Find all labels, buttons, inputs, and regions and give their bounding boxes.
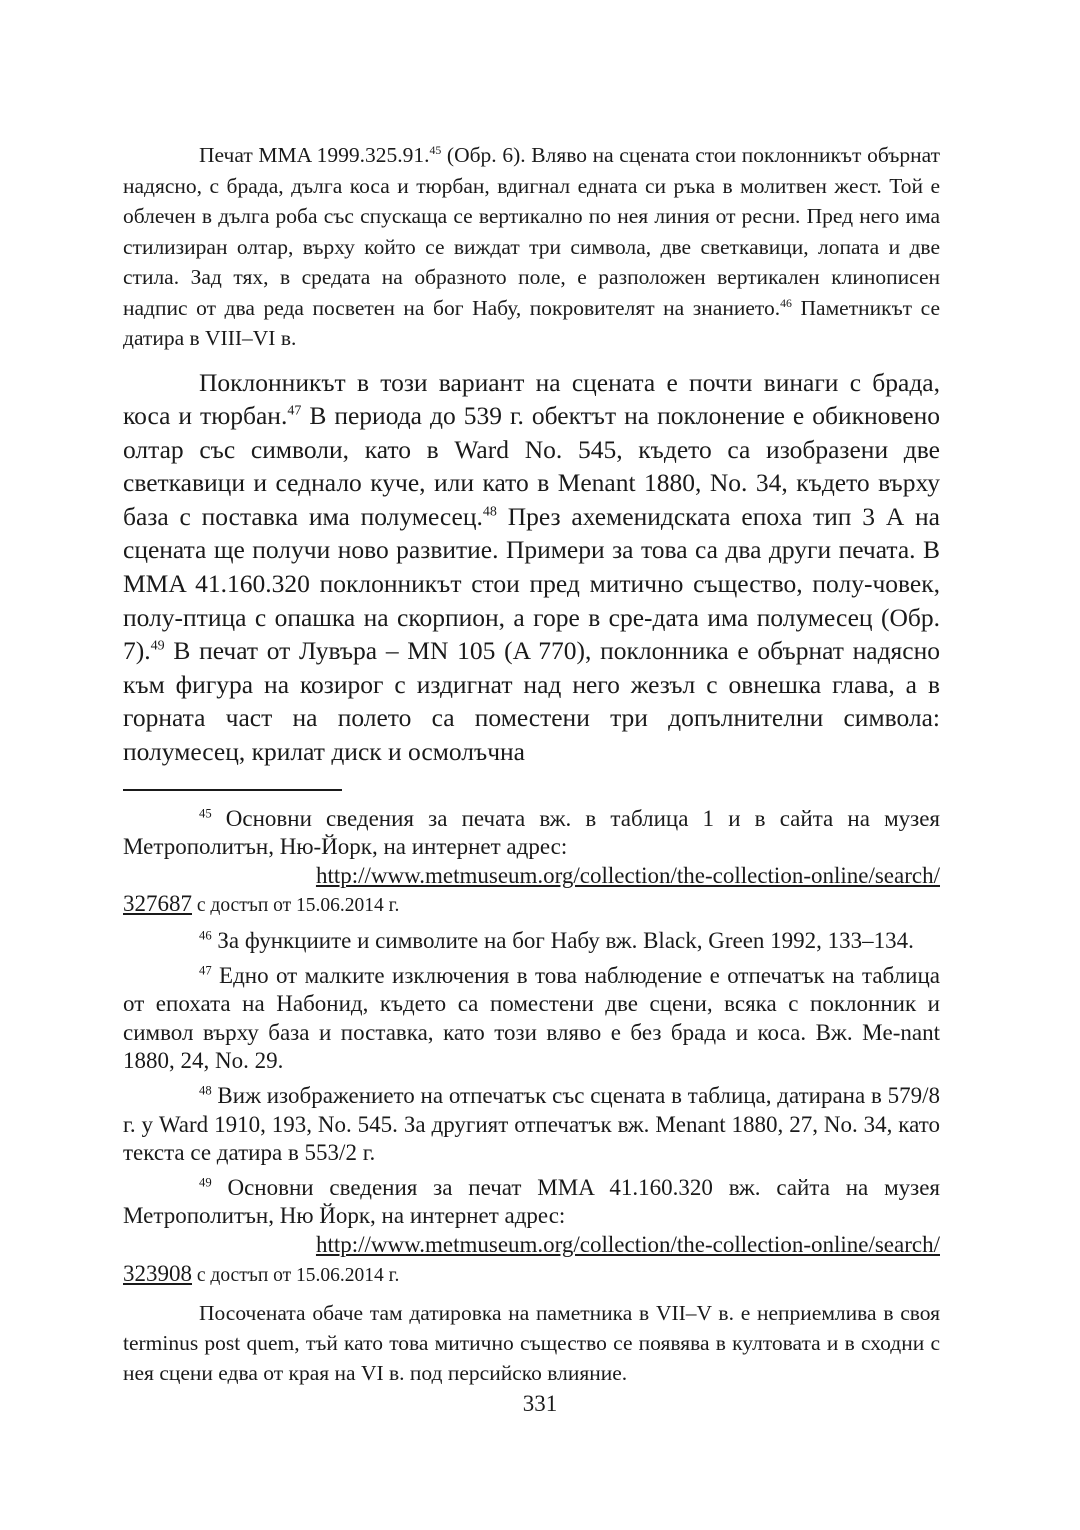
footnote-marker: 48 bbox=[199, 1083, 212, 1098]
footnote-49 bbox=[123, 1174, 940, 1290]
text-run: Поклонникът в този вариант на сцената е почти винаги с брада, коса и тюрбан. bbox=[123, 367, 940, 431]
footnote-text: Виж изображението на отпечатък със сцената в таблица, датирана в 579/8 г. у Ward 1910, 193, No. 545. За другият отпечатък вж. Menant 1880, 27, No. 34, като текста се датира в 553/2 г. bbox=[123, 1082, 940, 1166]
footnote-45 bbox=[123, 805, 940, 921]
page-body bbox=[123, 140, 940, 1388]
footnote-marker: 45 bbox=[199, 805, 212, 820]
footnote-48 bbox=[123, 1082, 940, 1168]
footnote-text: Едно от малките изключения в това наблюдение е отпечатък на таблица от епохата на Набонид, където са поместени две сцени, всяка с поклонник и символ върху база и поставка, като този вляво е без брада и коса. Вж. Me-nant 1880, 24, No. 29. bbox=[123, 962, 940, 1074]
footnote-text: Основни сведения за печат MMA 41.160.320 вж. сайта на музея Метрополитън, Ню Йорк, на интернет адрес: bbox=[123, 1174, 940, 1229]
text-run: Печат MMA 1999.325.91. bbox=[199, 143, 430, 167]
footnote-text: За функциите и символите на бог Набу вж. Black, Green 1992, 133–134. bbox=[211, 928, 914, 953]
footnote-continuation: Посочената обаче там датировка на паметника в VII–V в. е неприемлива в своя terminus post quem, тъй като това митично същество се появява в култовата и в сходни с нея сцени едва от края на VI в. под персийско влияние. bbox=[123, 1301, 940, 1386]
footnote-link[interactable]: http://www.metmuseum.org/collection/the-collection-online/search/ bbox=[315, 862, 940, 888]
paragraph-worshipper-variant bbox=[123, 366, 940, 769]
footnote-ref: 49 bbox=[150, 638, 165, 654]
footnote-ref: 48 bbox=[482, 504, 497, 520]
access-date: с достъп от 15.06.2014 г. bbox=[192, 1264, 400, 1286]
footnote-47 bbox=[123, 962, 940, 1076]
page-number: 331 bbox=[522, 1391, 558, 1416]
text-run: През ахеменидската епоха тип 3 А на сцената ще получи ново развитие. Примери за това са два други печата. В MMA 41.160.320 поклонникът стои пред митично същество, полу-човек, полу-птица с опашка на скорпион, а горе в сре-дата има полумесец (Обр. 7). bbox=[123, 501, 940, 666]
footnote-ref: 45 bbox=[429, 142, 442, 157]
footnote-marker: 46 bbox=[199, 928, 212, 943]
footnote-ref: 46 bbox=[780, 295, 792, 310]
footnote-ref: 47 bbox=[287, 403, 302, 419]
footnote-link[interactable]: http://www.metmuseum.org/collection/the-collection-online/search/ bbox=[315, 1231, 940, 1257]
footnote-marker: 47 bbox=[199, 962, 212, 977]
text-run: В периода до 539 г. обектът на поклонение е обикновено олтар със символи, като в Ward No. 545, където са изобразени две светкавици и седнало куче, или като в Menant 1880, No. 34, където върху база с поставка има полумесец. bbox=[123, 401, 940, 531]
footnote-46 bbox=[123, 927, 940, 956]
footnote-separator bbox=[123, 789, 342, 791]
text-run: Паметникът се датира в VIII–VI в. bbox=[123, 295, 940, 350]
footnote-link-end[interactable]: 323908 bbox=[123, 1260, 192, 1286]
footnote-text: Основни сведения за печата вж. в таблица 1 и в сайта на музея Метрополитън, Ню-Йорк, на интернет адрес: bbox=[123, 805, 940, 860]
text-run: (Обр. 6). Вляво на сцената стои поклонникът обърнат надясно, с брада, дълга коса и тюрбан, вдигнал едната си ръка в молитвен жест. Той е облечен в дълга роба със спускаща се вертикално по нея линия от ресни. Пред него има стилизиран олтар, върху който се виждат три символа, две светкавици, лопата и две стила. Зад тях, в средата на образното поле, е разположен вертикален клинописен надпис от два реда посветен на бог Набу, покровителят на знанието. bbox=[123, 143, 940, 320]
access-date: с достъп от 15.06.2014 г. bbox=[192, 895, 400, 917]
footnote-link-end[interactable]: 327687 bbox=[123, 891, 192, 917]
text-run: В печат от Лувъра – MN 105 (A 770), поклонника е обърнат надясно към фигура на козирог с издигнат над него жезъл с овнешка глава, а в горната част на полето са поместени три допълнителни символа: полумесец, крилат диск и осмолъчна bbox=[123, 636, 940, 767]
paragraph-seal-description bbox=[123, 140, 940, 354]
footnote-marker: 49 bbox=[199, 1175, 212, 1190]
